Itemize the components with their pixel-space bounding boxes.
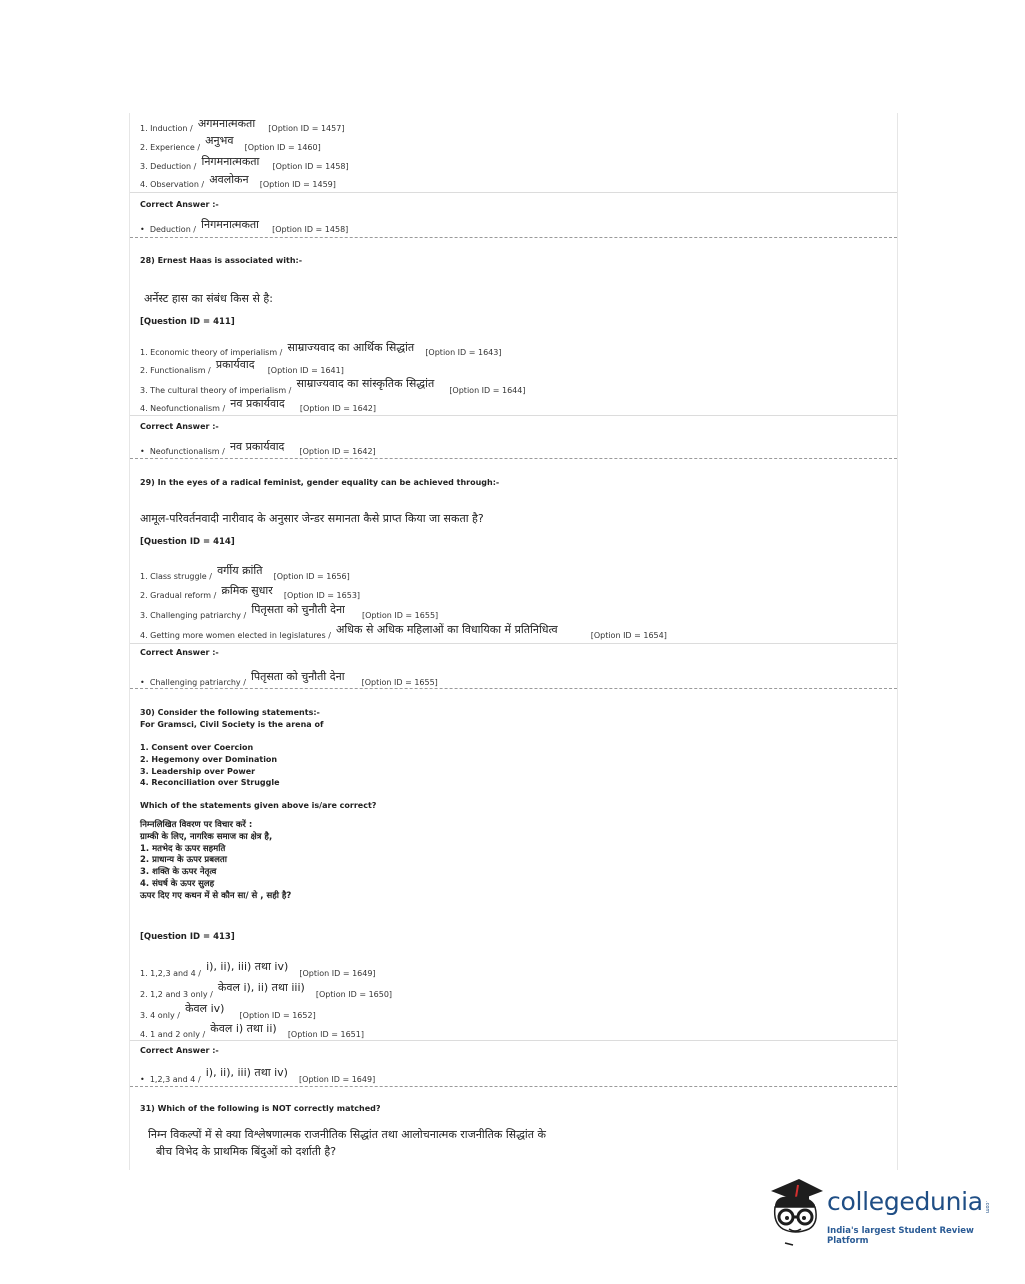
option-id: [Option ID = 1653] xyxy=(283,591,361,600)
question-separator xyxy=(130,237,897,238)
option-hi: नव प्रकार्यवाद xyxy=(229,440,285,453)
q30-option-1 xyxy=(140,961,376,980)
q28-hindi: अर्नेस्ट हास का संबंध किस से है: xyxy=(144,292,273,305)
option-id: [Option ID = 1656] xyxy=(273,572,350,581)
q28-option-4 xyxy=(140,396,376,415)
q30-correct-answer xyxy=(140,1067,375,1086)
option-hi: साम्राज्यवाद का आर्थिक सिद्धांत xyxy=(287,341,415,354)
option-hi: वर्गीय क्रांति xyxy=(217,564,263,577)
hindi-line: 1. मतभेद के ऊपर सहमति xyxy=(140,843,226,854)
q28-option-3 xyxy=(140,378,525,397)
option-hi: क्रमिक सुधार xyxy=(221,584,273,597)
option-hi: पितृसता को चुनौती देना xyxy=(250,670,345,683)
option-id: [Option ID = 1642] xyxy=(299,447,376,456)
option-hi: पितृसता को चुनौती देना xyxy=(251,603,345,616)
q28-correct-answer xyxy=(140,439,376,458)
option-en: 2. Experience / xyxy=(140,143,201,152)
divider xyxy=(130,1040,897,1041)
statement: 2. Hegemony over Domination xyxy=(140,754,278,764)
option-hi: निगमनात्मकता xyxy=(201,155,260,168)
statement: 3. Leadership over Power xyxy=(140,766,256,776)
option-id: [Option ID = 1644] xyxy=(449,386,526,395)
option-en: 4. Getting more women elected in legislatures / xyxy=(140,631,331,640)
q29-option-3 xyxy=(140,603,438,622)
option-id: [Option ID = 1457] xyxy=(268,124,345,133)
correct-answer-label: Correct Answer :- xyxy=(140,200,219,209)
option-hi: i), ii), iii) तथा iv) xyxy=(205,1066,288,1079)
option-id: [Option ID = 1643] xyxy=(425,348,502,357)
q27-correct-answer xyxy=(140,217,348,236)
question-separator xyxy=(130,1086,897,1087)
option-en: 3. Challenging patriarchy / xyxy=(140,611,247,620)
q31-title: 31) Which of the following is NOT correctly matched? xyxy=(140,1104,381,1113)
question-separator xyxy=(130,458,897,459)
option-id: [Option ID = 1649] xyxy=(299,969,376,978)
option-hi: अगमनात्मकता xyxy=(197,117,256,130)
divider xyxy=(130,643,897,644)
correct-answer-label: Correct Answer :- xyxy=(140,1046,219,1055)
option-hi: i), ii), iii) तथा iv) xyxy=(206,960,289,973)
option-id: [Option ID = 1650] xyxy=(315,990,393,999)
q30-option-4 xyxy=(140,1022,364,1041)
q29-hindi: आमूल-परिवर्तनवादी नारीवाद के अनुसार जेन्डर समानता कैसे प्राप्त किया जा सकता है? xyxy=(140,512,484,525)
option-en: 3. Deduction / xyxy=(140,162,197,171)
bullet: • xyxy=(140,447,145,456)
q30-title: 30) Consider the following statements:- xyxy=(140,708,320,717)
option-en: Deduction / xyxy=(149,225,197,234)
option-hi: निगमनात्मकता xyxy=(201,218,260,231)
q29-option-2 xyxy=(140,583,360,602)
option-en: 1. Economic theory of imperialism / xyxy=(140,348,283,357)
option-en: 2. Gradual reform / xyxy=(140,591,217,600)
q27-option-1 xyxy=(140,116,344,135)
bullet: • xyxy=(140,1075,145,1084)
brand-name: collegedunia xyxy=(827,1187,983,1216)
q29-title: 29) In the eyes of a radical feminist, gender equality can be achieved through:- xyxy=(140,478,500,487)
hindi-line: निम्नलिखित विवरण पर विचार करें : xyxy=(140,820,253,830)
correct-answer-label: Correct Answer :- xyxy=(140,422,219,431)
option-id: [Option ID = 1459] xyxy=(259,180,336,189)
question-sheet xyxy=(129,113,898,1170)
hindi-line: 2. प्राधान्य के ऊपर प्रबलता xyxy=(140,855,227,866)
option-hi: अवलोकन xyxy=(209,173,249,186)
option-en: 2. Functionalism / xyxy=(140,366,211,375)
divider xyxy=(130,415,897,416)
option-en: Challenging patriarchy / xyxy=(149,678,246,687)
q28-question-id: [Question ID = 411] xyxy=(140,317,235,327)
question-separator xyxy=(130,688,897,689)
hindi-line: 3. शक्ति के ऊपर नेतृत्व xyxy=(140,867,217,878)
brand-com: .com xyxy=(984,1201,990,1214)
option-id: [Option ID = 1652] xyxy=(239,1011,316,1020)
correct-answer-label: Correct Answer :- xyxy=(140,648,219,657)
option-hi: नव प्रकार्यवाद xyxy=(230,397,285,410)
option-id: [Option ID = 1641] xyxy=(267,366,344,375)
option-en: 4. Neofunctionalism / xyxy=(140,404,226,413)
option-id: [Option ID = 1649] xyxy=(299,1075,376,1084)
option-en: 1. 1,2,3 and 4 / xyxy=(140,969,201,978)
q30-subtitle: For Gramsci, Civil Society is the arena of xyxy=(140,720,324,729)
q30-option-3 xyxy=(140,1003,316,1022)
option-hi: अधिक से अधिक महिलाओं का विधायिका में प्रतिनिधित्व xyxy=(335,623,558,636)
q27-option-4 xyxy=(140,172,336,191)
q30-statements xyxy=(140,742,280,789)
option-hi: केवल iv) xyxy=(185,1002,225,1015)
collegedunia-logo[interactable] xyxy=(765,1177,995,1247)
hindi-line: ऊपर दिए गए कथन में से कौन सा/ से , सही है? xyxy=(140,890,292,901)
hindi-line: ग्राम्की के लिए, नागरिक समाज का क्षेत्र है, xyxy=(140,831,273,842)
option-id: [Option ID = 1655] xyxy=(362,611,439,620)
option-en: 1. Class struggle / xyxy=(140,572,212,581)
option-id: [Option ID = 1458] xyxy=(272,225,349,234)
q31-hindi-line-2: बीच विभेद के प्राथमिक बिंदुओं को दर्शाती है? xyxy=(156,1145,337,1158)
brand-tagline: India's largest Student Review Platform xyxy=(827,1226,974,1246)
q30-question-id: [Question ID = 413] xyxy=(140,932,235,942)
q29-correct-answer xyxy=(140,670,438,689)
bullet: • xyxy=(140,225,145,234)
q28-title: 28) Ernest Haas is associated with:- xyxy=(140,256,303,265)
option-id: [Option ID = 1642] xyxy=(299,404,377,413)
mascot-icon xyxy=(765,1177,827,1247)
option-en: 2. 1,2 and 3 only / xyxy=(140,990,213,999)
option-en: 4. Observation / xyxy=(140,180,205,189)
q30-hindi-block xyxy=(140,820,291,903)
option-id: [Option ID = 1651] xyxy=(287,1030,364,1039)
option-hi: केवल i), ii) तथा iii) xyxy=(217,981,305,994)
q30-option-2 xyxy=(140,982,392,1001)
q31-hindi-line-1: निम्न विकल्पों में से क्या विश्लेषणात्मक राजनीतिक सिद्धांत तथा आलोचनात्मक राजनीतिक सिद्धांत के xyxy=(148,1128,546,1141)
hindi-line: 4. संघर्ष के ऊपर सुलह xyxy=(140,878,215,889)
option-id: [Option ID = 1654] xyxy=(590,631,667,640)
bullet: • xyxy=(140,678,145,687)
option-en: 1. Induction / xyxy=(140,124,193,133)
statement: 4. Reconciliation over Struggle xyxy=(140,778,280,788)
option-id: [Option ID = 1460] xyxy=(244,143,321,152)
divider xyxy=(130,192,897,193)
option-hi: अनुभव xyxy=(205,134,234,147)
q29-option-4 xyxy=(140,623,667,642)
q27-option-2 xyxy=(140,135,321,154)
option-en: 3. 4 only / xyxy=(140,1011,180,1020)
option-en: Neofunctionalism / xyxy=(149,447,225,456)
q27-option-3 xyxy=(140,154,349,173)
q28-option-1 xyxy=(140,340,501,359)
option-en: 4. 1 and 2 only / xyxy=(140,1030,206,1039)
option-hi: प्रकार्यवाद xyxy=(215,358,255,371)
option-id: [Option ID = 1655] xyxy=(361,678,438,687)
option-id: [Option ID = 1458] xyxy=(272,162,349,171)
statement: 1. Consent over Coercion xyxy=(140,743,254,752)
option-hi: साम्राज्यवाद का सांस्कृतिक सिद्धांत xyxy=(296,377,435,390)
q29-option-1 xyxy=(140,564,350,583)
q29-question-id: [Question ID = 414] xyxy=(140,537,235,547)
option-hi: केवल i) तथा ii) xyxy=(210,1022,277,1035)
q30-ask: Which of the statements given above is/are correct? xyxy=(140,801,377,810)
option-en: 3. The cultural theory of imperialism / xyxy=(140,386,292,395)
option-en: 1,2,3 and 4 / xyxy=(149,1075,201,1084)
q28-option-2 xyxy=(140,358,344,377)
